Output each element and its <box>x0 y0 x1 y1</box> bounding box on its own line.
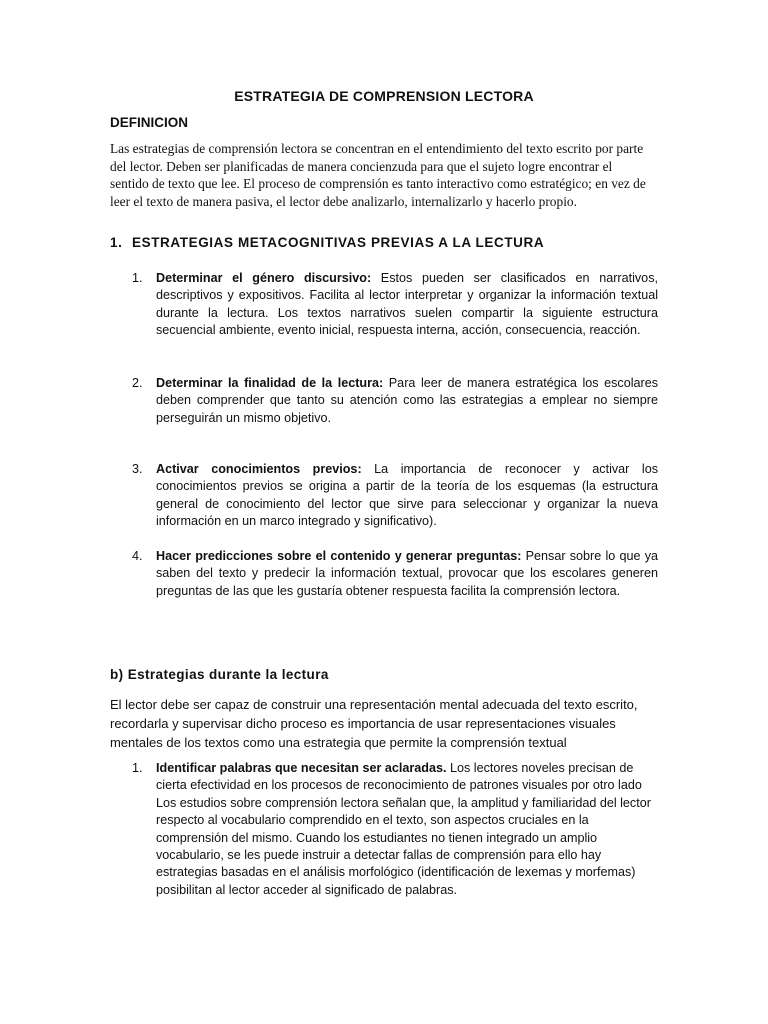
list-item <box>132 548 658 600</box>
list-item <box>132 270 658 340</box>
list-item <box>132 461 658 531</box>
list-item-label: Hacer predicciones sobre el contenido y generar preguntas: <box>156 549 522 563</box>
definition-heading: DEFINICION <box>110 115 189 130</box>
list-item-number: 3. <box>132 462 143 476</box>
section1-title: ESTRATEGIAS METACOGNITIVAS PREVIAS A LA LECTURA <box>132 235 545 250</box>
list-item-number: 1. <box>132 271 143 285</box>
list-item-text: Estos pueden ser clasificados en narrativos, descriptivos y expositivos. Facilita al lector interpretar y organizar la información textual durante la lectura. Los textos narrativos suelen compartir la siguiente estructura secuencial ambiente, evento inicial, respuesta interna, acción, consecuencia, reacción. <box>156 271 658 338</box>
list-item-text: Para leer de manera estratégica los escolares deben comprender que tanto su atención como las estrategias a emplear no siempre perseguirán un mismo objetivo. <box>156 376 659 425</box>
list-item-text: Los lectores noveles precisan de cierta efectividad en los procesos de reconocimiento de patrones visuales por otro lado Los estudios sobre comprensión lectora señalan que, la amplitud y familiaridad del lector respecto al vocabulario comprendido en el texto, son aspectos cruciales en la comprensión del mismo. Cuando los estudiantes no tienen integrado un amplio vocabulario, se les puede instruir a detectar fallas de comprensión para ello hay estrategias basadas en el análisis morfológico (identificación de lexemas y morfemas) posibilitan al lector acceder al significado de palabras. <box>156 761 651 897</box>
list-item-label: Activar conocimientos previos: <box>156 462 362 476</box>
list-item-label: Determinar la finalidad de la lectura: <box>156 376 384 390</box>
list-item-number: 4. <box>132 549 143 563</box>
sectionB-intro: El lector debe ser capaz de construir una representación mental adecuada del texto escrito, recordarla y supervisar dicho proceso es importancia de usar representaciones visuales mentales de los textos como una estrategia que permite la comprensión textual <box>110 697 638 750</box>
list-item-text: La importancia de reconocer y activar los conocimientos previos se origina a partir de la teoría de los esquemas (la estructura general de conocimiento del lector que sirve para seleccionar y organizar la nueva información en un marco integrado y significativo). <box>156 462 658 529</box>
list-item <box>132 375 658 427</box>
document-title: ESTRATEGIA DE COMPRENSION LECTORA <box>234 88 534 104</box>
section1-heading <box>110 234 544 252</box>
list-item-label: Determinar el género discursivo: <box>156 271 372 285</box>
sectionB-heading: b) Estrategias durante la lectura <box>110 667 329 682</box>
list-item <box>132 760 652 899</box>
list-item-text: Pensar sobre lo que ya saben del texto y predecir la información textual, provocar que los escolares generen preguntas de las que les gustaría obtener respuesta facilita la comprensión lectora. <box>156 549 658 598</box>
list-item-number: 1. <box>132 761 143 775</box>
list-item-number: 2. <box>132 376 143 390</box>
list-item-label: Identificar palabras que necesitan ser aclaradas. <box>156 761 447 775</box>
section1-number: 1. <box>110 235 123 250</box>
definition-paragraph: Las estrategias de comprensión lectora se concentran en el entendimiento del texto escrito por parte del lector. Deben ser planificadas de manera concienzuda para que el sujeto logre encontrar el sentido de texto que lee. El proceso de comprensión es tanto interactivo como estratégico; en vez de leer el texto de manera pasiva, el lector debe analizarlo, internalizarlo y hacerlo propio. <box>110 141 646 209</box>
